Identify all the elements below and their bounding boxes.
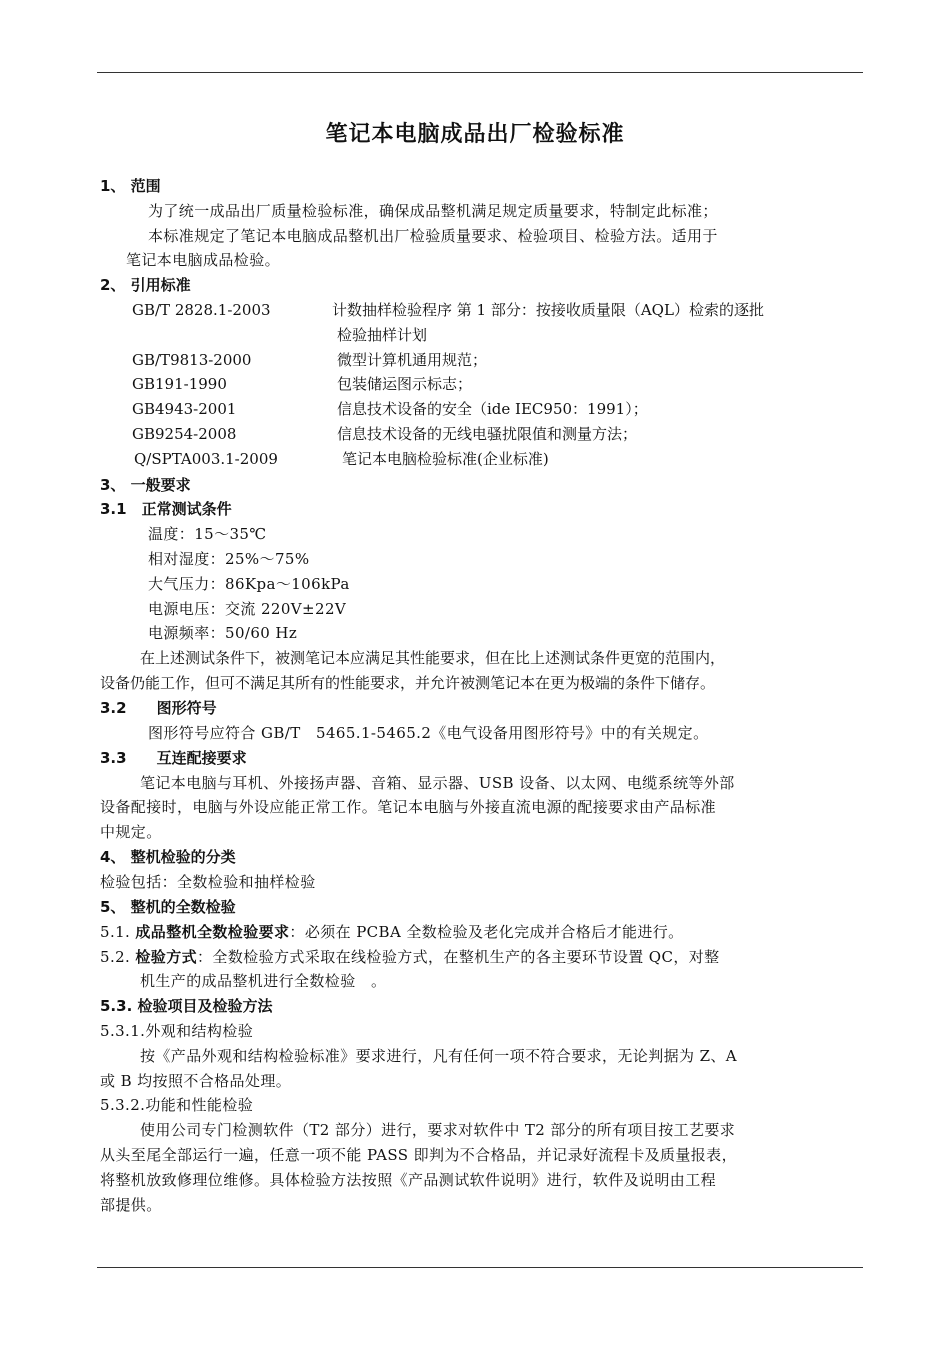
condition-frequency: 电源频率：50/60 Hz — [148, 624, 298, 642]
section-5-3-1-line-1: 按《产品外观和结构检验标准》要求进行，凡有任何一项不符合要求，无论判据为 Z、A — [140, 1047, 738, 1065]
section-1-paragraph-1: 为了统一成品出厂质量检验标准，确保成品整机满足规定质量要求，特制定此标准； — [148, 202, 718, 220]
section-5-3-2-line-2: 从头至尾全部运行一遍，任意一项不能 PASS 即判为不合格品，并记录好流程卡及质量报表， — [100, 1146, 737, 1164]
section-5-heading: 5、 整机的全数检验 — [100, 898, 236, 916]
page-title: 笔记本电脑成品出厂检验标准 — [325, 122, 625, 147]
section-3-1-paragraph: 在上述测试条件下，被测笔记本应满足其性能要求，但在比上述测试条件更宽的范围内， — [140, 649, 726, 667]
item-5-2-text: ：全数检验方式采取在线检验方式，在整机生产的各主要环节设置 QC，对整 — [197, 948, 720, 966]
reference-code: GB4943-2001 — [132, 400, 237, 418]
reference-code: GB9254-2008 — [132, 425, 237, 443]
section-5-3-2-line-4: 部提供。 — [100, 1196, 162, 1214]
reference-code: GB/T9813-2000 — [132, 351, 252, 369]
section-3-1-heading: 3.1 正常测试条件 — [100, 500, 232, 518]
section-5-3-1-line-2: 或 B 均按照不合格品处理。 — [100, 1072, 292, 1090]
section-4-paragraph: 检验包括：全数检验和抽样检验 — [100, 873, 316, 891]
item-5-2-text-cont: 机生产的成品整机进行全数检验 。 — [140, 972, 387, 990]
section-3-3-line-1: 笔记本电脑与耳机、外接扬声器、音箱、显示器、USB 设备、以太网、电缆系统等外部 — [140, 774, 735, 792]
condition-pressure: 大气压力：86Kpa～106kPa — [148, 575, 350, 593]
section-5-3-2-heading: 5.3.2.功能和性能检验 — [100, 1096, 254, 1114]
reference-name-cont: 检验抽样计划 — [337, 326, 428, 344]
section-5-3-2-line-3: 将整机放致修理位维修。具体检验方法按照《产品测试软件说明》进行，软件及说明由工程 — [100, 1171, 717, 1189]
section-4-heading: 4、 整机检验的分类 — [100, 848, 236, 866]
header-rule — [97, 72, 863, 73]
section-3-heading: 3、 一般要求 — [100, 476, 191, 494]
section-3-2-heading: 3.2 图形符号 — [100, 699, 217, 717]
section-3-1-paragraph-cont: 设备仍能工作，但可不满足其所有的性能要求，并允许被测笔记本在更为极端的条件下储存。 — [100, 674, 716, 692]
reference-name: 信息技术设备的安全（ide IEC950：1991）； — [337, 400, 648, 418]
section-1-paragraph-2: 本标准规定了笔记本电脑成品整机出厂检验质量要求、检验项目、检验方法。适用于 — [148, 227, 718, 245]
condition-voltage: 电源电压：交流 220V±22V — [148, 600, 347, 618]
section-2-heading: 2、 引用标准 — [100, 276, 191, 294]
item-5-2-title: 检验方式 — [135, 948, 198, 966]
section-5-3-2-line-1: 使用公司专门检测软件（T2 部分）进行，要求对软件中 T2 部分的所有项目按工艺要求 — [140, 1121, 736, 1139]
condition-temperature: 温度：15～35℃ — [148, 525, 267, 543]
condition-humidity: 相对湿度：25%～75% — [148, 550, 310, 568]
section-5-3-heading: 5.3. 检验项目及检验方法 — [100, 997, 273, 1015]
reference-name: 微型计算机通用规范； — [337, 351, 488, 369]
section-5-3-1-heading: 5.3.1.外观和结构检验 — [100, 1022, 254, 1040]
section-3-3-line-3: 中规定。 — [100, 823, 162, 841]
reference-name: 包装储运图示标志； — [337, 375, 473, 393]
section-3-2-paragraph: 图形符号应符合 GB/T 5465.1-5465.2《电气设备用图形符号》中的有关规定。 — [148, 724, 709, 742]
item-5-2 — [100, 947, 720, 967]
section-3-3-line-2: 设备配接时，电脑与外设应能正常工作。笔记本电脑与外接直流电源的配接要求由产品标准 — [100, 798, 717, 816]
reference-name: 笔记本电脑检验标准(企业标准) — [342, 450, 549, 468]
item-5-1-number: 5.1. — [100, 923, 131, 941]
footer-rule — [97, 1267, 863, 1268]
section-3-3-heading: 3.3 互连配接要求 — [100, 749, 247, 767]
section-1-paragraph-2-cont: 笔记本电脑成品检验。 — [126, 251, 281, 269]
reference-name: 计数抽样检验程序 第 1 部分：按接收质量限（AQL）检索的逐批 — [332, 301, 764, 319]
reference-code: Q/SPTA003.1-2009 — [134, 450, 278, 468]
item-5-1 — [100, 922, 684, 942]
item-5-1-title: 成品整机全数检验要求 — [135, 923, 290, 941]
reference-name: 信息技术设备的无线电骚扰限值和测量方法； — [337, 425, 638, 443]
item-5-1-text: ：必须在 PCBA 全数检验及老化完成并合格后才能进行。 — [289, 923, 684, 941]
reference-code: GB191-1990 — [132, 375, 227, 393]
section-1-heading: 1、 范围 — [100, 177, 161, 195]
item-5-2-number: 5.2. — [100, 948, 131, 966]
reference-code: GB/T 2828.1-2003 — [132, 301, 271, 319]
